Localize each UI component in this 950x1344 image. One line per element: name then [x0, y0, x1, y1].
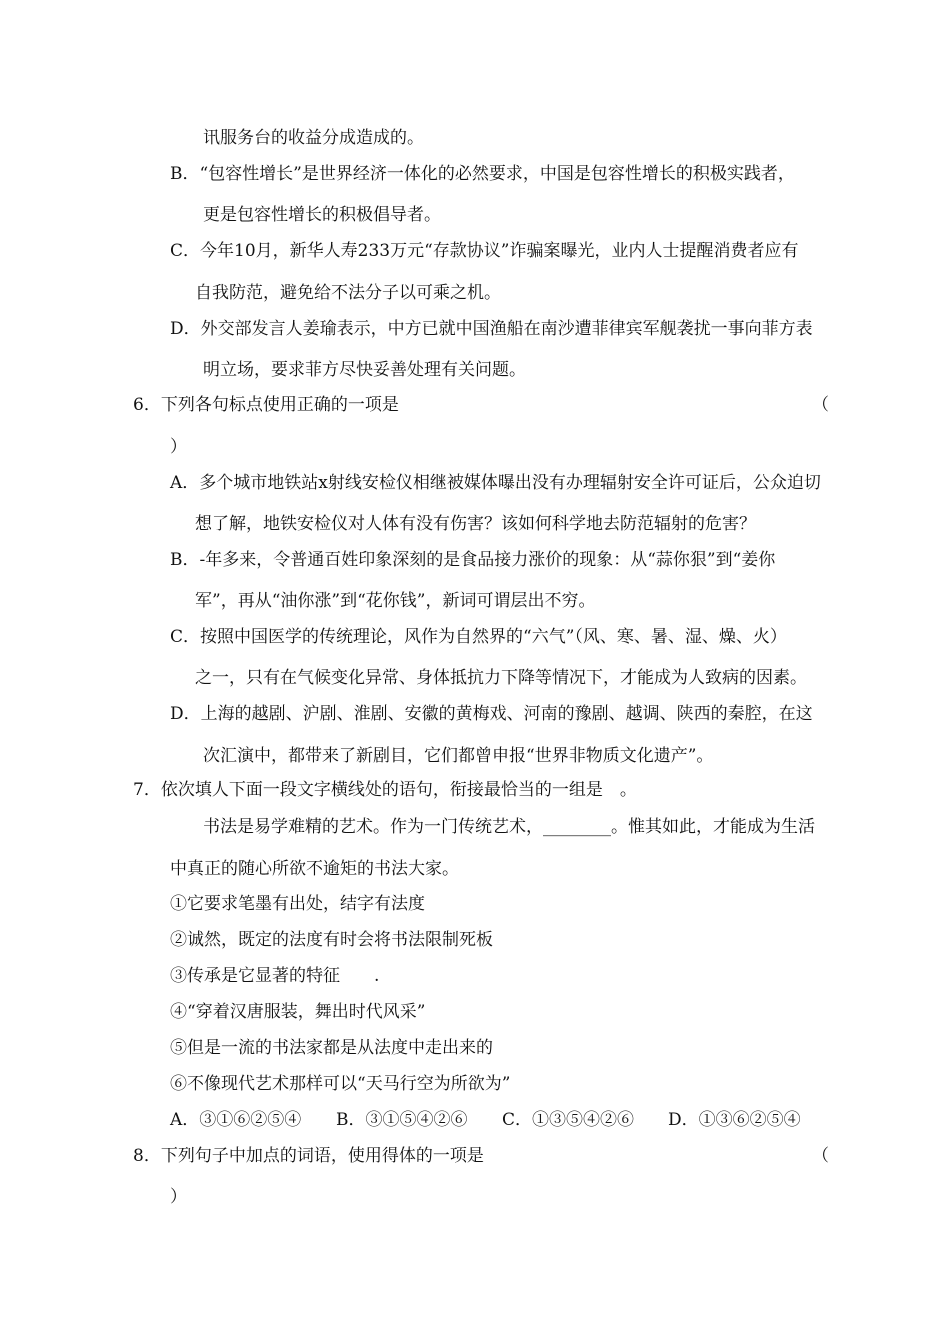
- q7-sentence-1: ①它要求笔墨有出处，结字有法度: [170, 894, 425, 914]
- q7-passage-line1: 书法是易学难精的艺术。作为一门传统艺术，________。惟其如此，才能成为生活: [203, 817, 815, 837]
- q7-passage-line2: 中真正的随心所欲不逾矩的书法大家。: [170, 859, 459, 879]
- q8-answer-paren-open: （: [812, 1146, 829, 1166]
- q5-option-a-continuation: 讯服务台的收益分成造成的。: [203, 128, 424, 148]
- q7-sentence-2: ②诚然，既定的法度有时会将书法限制死板: [170, 930, 493, 950]
- q7-option-d: D．①③⑥②⑤④: [668, 1110, 801, 1130]
- q5-option-b-line1: B．“包容性增长”是世界经济一体化的必然要求，中国是包容性增长的积极实践者，: [170, 164, 795, 184]
- q7-sentence-3: ③传承是它显著的特征 .: [170, 966, 380, 986]
- q6-option-b-line2: 军”，再从“油你涨”到“花你钱”，新词可谓层出不穷。: [195, 591, 596, 611]
- q5-option-c-line1: C．今年10月，新华人寿233万元“存款协议”诈骗案曝光，业内人士提醒消费者应有: [170, 241, 799, 261]
- q6-option-b-line1: B．-年多来，令普通百姓印象深刻的是食品接力涨价的现象：从“蒜你狠”到“姜你: [170, 550, 776, 570]
- q7-sentence-5: ⑤但是一流的书法家都是从法度中走出来的: [170, 1038, 493, 1058]
- q5-option-d-line2: 明立场，要求菲方尽快妥善处理有关问题。: [203, 360, 526, 380]
- q6-option-c-line1: C．按照中国医学的传统理论，风作为自然界的“六气”（风、寒、暑、湿、燥、火）: [170, 627, 787, 647]
- q7-sentence-6: ⑥不像现代艺术那样可以“天马行空为所欲为”: [170, 1074, 511, 1094]
- q8-answer-paren-close: ）: [170, 1187, 187, 1207]
- q6-option-d-line1: D．上海的越剧、沪剧、淮剧、安徽的黄梅戏、河南的豫剧、越调、陕西的秦腔，在这: [170, 704, 813, 724]
- q8-stem: 8．下列句子中加点的词语，使用得体的一项是: [133, 1146, 484, 1166]
- q6-answer-paren-open: （: [812, 395, 829, 415]
- q7-option-b: B．③①⑤④②⑥: [336, 1110, 468, 1130]
- q5-option-b-line2: 更是包容性增长的积极倡导者。: [203, 205, 441, 225]
- q5-option-c-line2: 自我防范，避免给不法分子以可乘之机。: [195, 283, 501, 303]
- q7-sentence-4: ④“穿着汉唐服装，舞出时代风采”: [170, 1002, 426, 1022]
- q7-option-a: A．③①⑥②⑤④: [170, 1110, 302, 1130]
- q6-stem: 6．下列各句标点使用正确的一项是: [133, 395, 399, 415]
- q6-option-a-line2: 想了解，地铁安检仪对人体有没有伤害？该如何科学地去防范辐射的危害？: [195, 514, 756, 534]
- q6-option-a-line1: A．多个城市地铁站x射线安检仪相继被媒体曝出没有办理辐射安全许可证后，公众迫切: [170, 473, 821, 493]
- q6-option-c-line2: 之一，只有在气候变化异常、身体抵抗力下降等情况下，才能成为人致病的因素。: [195, 668, 807, 688]
- q7-option-c: C．①③⑤④②⑥: [502, 1110, 635, 1130]
- q6-option-d-line2: 次汇演中，都带来了新剧目，它们都曾申报“世界非物质文化遗产”。: [203, 746, 714, 766]
- q6-answer-paren-close: ）: [170, 437, 187, 457]
- q7-stem: 7．依次填人下面一段文字横线处的语句，衔接最恰当的一组是 。: [133, 780, 637, 800]
- q5-option-d-line1: D．外交部发言人姜瑜表示，中方已就中国渔船在南沙遭菲律宾军舰袭扰一事向菲方表: [170, 319, 813, 339]
